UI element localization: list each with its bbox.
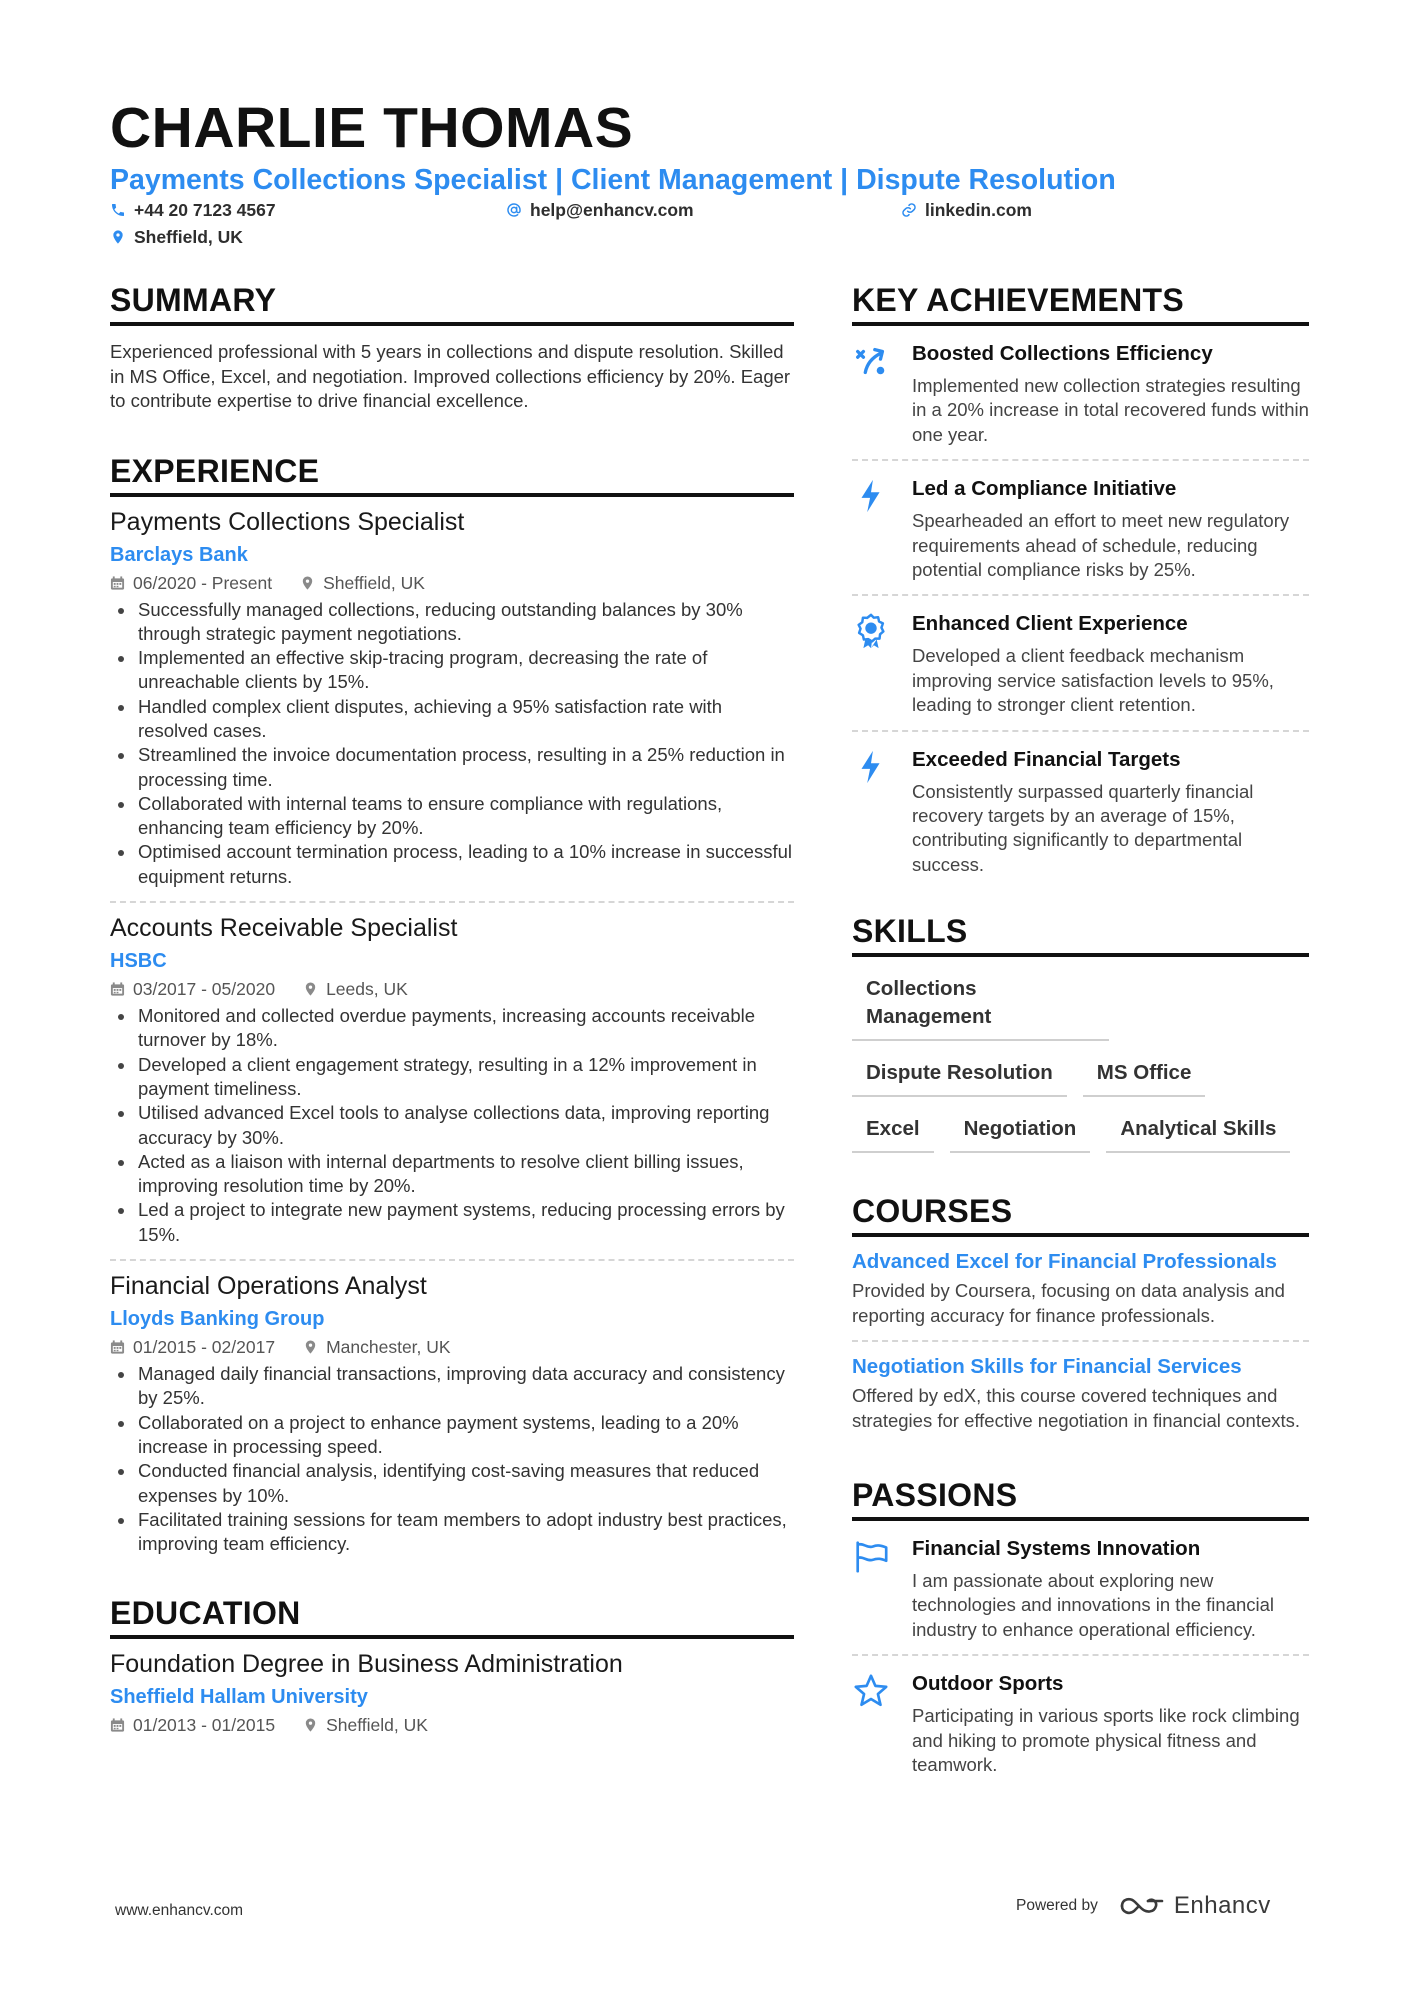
- job-title: Payments Collections Specialist: [110, 507, 465, 536]
- contact-location: [110, 226, 243, 248]
- job-bullet: Developed a client engagement strategy, resulting in a 12% improvement in payment timeliness.: [110, 1053, 794, 1102]
- passion-icon-wrap: [852, 1535, 912, 1642]
- location-pin-icon: [303, 981, 318, 997]
- course-title[interactable]: Negotiation Skills for Financial Services: [852, 1355, 1242, 1379]
- skill-tag: Excel: [852, 1111, 934, 1153]
- calendar-icon: [110, 981, 125, 997]
- company-name: HSBC: [110, 950, 167, 973]
- job-location: [300, 571, 425, 595]
- course-title[interactable]: Advanced Excel for Financial Professionals: [852, 1250, 1277, 1274]
- job-location-text: Leeds, UK: [326, 979, 408, 1000]
- job-meta: [110, 571, 794, 595]
- left-column: [110, 280, 794, 1749]
- passion-desc: Participating in various sports like rock climbing and hiking to promote physical fitness and teamwork.: [912, 1705, 1300, 1775]
- passion-body: [912, 1535, 1309, 1642]
- achievement-icon-wrap: [852, 475, 912, 582]
- job-dates: [110, 977, 275, 1001]
- education-meta: [110, 1713, 794, 1737]
- education-location-text: Sheffield, UK: [326, 1715, 428, 1736]
- school-name: Sheffield Hallam University: [110, 1686, 368, 1709]
- passion-item: [852, 1654, 1309, 1789]
- website-link: linkedin.com: [925, 200, 1032, 220]
- education-heading: EDUCATION: [110, 1593, 794, 1639]
- job-bullet: Utilised advanced Excel tools to analyse collections data, improving reporting accuracy by 30%.: [110, 1101, 794, 1150]
- job-meta: [110, 1335, 794, 1359]
- contact-phone: [110, 199, 276, 221]
- job-entry: [110, 497, 794, 902]
- skills-section: [852, 911, 1309, 1167]
- skills-list: [852, 971, 1309, 1167]
- achievement-desc: Developed a client feedback mechanism improving service satisfaction levels to 95%, leading to stronger client retention.: [912, 645, 1274, 716]
- education-dates-text: 01/2013 - 01/2015: [133, 1715, 276, 1736]
- contact-website[interactable]: [901, 199, 1032, 221]
- footer-branding: [1016, 1892, 1271, 1920]
- achievement-desc: Spearheaded an effort to meet new regulatory requirements ahead of schedule, reducing potential compliance risks by 25%.: [912, 510, 1290, 581]
- courses-section: [852, 1191, 1309, 1445]
- location-pin-icon: [303, 1339, 318, 1355]
- at-sign-icon: [506, 202, 522, 218]
- skill-tag: Negotiation: [950, 1111, 1091, 1153]
- skill-tag: Dispute Resolution: [852, 1055, 1067, 1097]
- award-badge-icon: [852, 612, 890, 650]
- achievement-body: [912, 340, 1309, 447]
- achievement-title: Led a Compliance Initiative: [912, 477, 1177, 501]
- achievement-body: [912, 610, 1309, 717]
- contact-email[interactable]: [506, 199, 694, 221]
- link-icon: [901, 202, 917, 218]
- job-bullets: [110, 1362, 794, 1556]
- summary-heading: SUMMARY: [110, 280, 794, 326]
- course-item: [852, 1340, 1309, 1445]
- passion-icon-wrap: [852, 1670, 912, 1777]
- achievement-icon-wrap: [852, 340, 912, 447]
- passion-title: Outdoor Sports: [912, 1672, 1064, 1696]
- location-text: Sheffield, UK: [134, 227, 243, 247]
- footer-website[interactable]: www.enhancv.com: [115, 1902, 244, 1919]
- achievements-section: [852, 280, 1309, 889]
- job-dates: [110, 571, 272, 595]
- achievement-item: [852, 326, 1309, 459]
- job-bullet: Collaborated with internal teams to ensure compliance with regulations, enhancing team efficiency by 20%.: [110, 792, 794, 841]
- brand-logo[interactable]: [1118, 1892, 1271, 1920]
- job-entry: [110, 901, 794, 1259]
- education-location: [303, 1713, 428, 1737]
- lightning-bolt-icon: [852, 477, 890, 515]
- passion-title: Financial Systems Innovation: [912, 1536, 1201, 1560]
- location-pin-icon: [303, 1717, 318, 1733]
- enhancv-logo-icon: [1118, 1893, 1164, 1919]
- course-desc: Provided by Coursera, focusing on data analysis and reporting accuracy for finance professionals.: [852, 1280, 1285, 1326]
- achievement-title: Enhanced Client Experience: [912, 612, 1188, 636]
- phone-icon: [110, 202, 126, 218]
- experience-section: [110, 451, 794, 1569]
- skill-tag: MS Office: [1083, 1055, 1206, 1097]
- job-location-text: Sheffield, UK: [323, 572, 425, 593]
- experience-heading: EXPERIENCE: [110, 451, 794, 497]
- job-bullet: Successfully managed collections, reducing outstanding balances by 30% through strategic payment negotiations.: [110, 598, 794, 647]
- email-address: help@enhancv.com: [530, 200, 694, 220]
- summary-text: Experienced professional with 5 years in collections and dispute resolution. Skilled in MS Office, Excel, and negotiation. Improved collections efficiency by 20%. Eager to contribute expertise to drive financial excellence.: [110, 341, 791, 411]
- job-title: Accounts Receivable Specialist: [110, 914, 458, 943]
- job-bullet: Monitored and collected overdue payments, increasing accounts receivable turnover by 18%.: [110, 1004, 794, 1053]
- job-bullet: Implemented an effective skip-tracing program, decreasing the rate of unreachable clients by 15%.: [110, 646, 794, 695]
- job-title: Financial Operations Analyst: [110, 1272, 427, 1301]
- summary-section: [110, 280, 794, 414]
- education-dates: [110, 1713, 275, 1737]
- phone-number: +44 20 7123 4567: [134, 200, 276, 220]
- star-icon: [852, 1672, 890, 1710]
- achievement-icon-wrap: [852, 746, 912, 878]
- calendar-icon: [110, 1339, 125, 1355]
- passion-body: [912, 1670, 1309, 1777]
- headline: Payments Collections Specialist | Client Management | Dispute Resolution: [110, 164, 1116, 196]
- job-location-text: Manchester, UK: [326, 1337, 451, 1358]
- skill-tag: Analytical Skills: [1106, 1111, 1290, 1153]
- achievement-icon-wrap: [852, 610, 912, 717]
- achievements-heading: KEY ACHIEVEMENTS: [852, 280, 1309, 326]
- job-bullet: Acted as a liaison with internal departments to resolve client billing issues, improving resolution time by 20%.: [110, 1150, 794, 1199]
- location-pin-icon: [300, 575, 315, 591]
- job-bullet: Conducted financial analysis, identifying cost-saving measures that reduced expenses by 10%.: [110, 1459, 794, 1508]
- achievement-body: [912, 475, 1309, 582]
- job-dates-text: 06/2020 - Present: [133, 572, 273, 593]
- job-bullet: Optimised account termination process, leading to a 10% increase in successful equipment returns.: [110, 840, 794, 889]
- powered-by-label: Powered by: [1016, 1897, 1098, 1914]
- job-dates-text: 03/2017 - 05/2020: [133, 979, 276, 1000]
- skills-heading: SKILLS: [852, 911, 1309, 957]
- job-meta: [110, 977, 794, 1001]
- courses-heading: COURSES: [852, 1191, 1309, 1237]
- job-bullets: [110, 1004, 794, 1247]
- job-dates-text: 01/2015 - 02/2017: [133, 1337, 276, 1358]
- education-entry: [110, 1639, 794, 1749]
- flag-icon: [852, 1537, 890, 1575]
- calendar-icon: [110, 1717, 125, 1733]
- passions-section: [852, 1475, 1309, 1789]
- job-location: [303, 1335, 451, 1359]
- job-bullet: Streamlined the invoice documentation process, resulting in a 25% reduction in processing time.: [110, 743, 794, 792]
- achievement-item: [852, 594, 1309, 729]
- company-name: Barclays Bank: [110, 543, 248, 566]
- course-desc: Offered by edX, this course covered techniques and strategies for effective negotiation in financial contexts.: [852, 1385, 1301, 1431]
- achievement-item: [852, 459, 1309, 594]
- passions-heading: PASSIONS: [852, 1475, 1309, 1521]
- right-column: [852, 280, 1309, 1789]
- achievement-desc: Consistently surpassed quarterly financial recovery targets by an average of 15%, contributing significantly to departmental success.: [912, 780, 1254, 875]
- company-name: Lloyds Banking Group: [110, 1308, 325, 1331]
- job-bullet: Led a project to integrate new payment systems, reducing processing errors by 15%.: [110, 1198, 794, 1247]
- growth-arrow-icon: [852, 342, 890, 380]
- calendar-icon: [110, 575, 125, 591]
- achievement-desc: Implemented new collection strategies resulting in a 20% increase in total recovered funds within one year.: [912, 375, 1309, 445]
- job-bullet: Handled complex client disputes, achieving a 95% satisfaction rate with resolved cases.: [110, 695, 794, 744]
- job-bullet: Collaborated on a project to enhance payment systems, leading to a 20% increase in processing speed.: [110, 1411, 794, 1460]
- passion-desc: I am passionate about exploring new technologies and innovations in the financial industry to enhance operational efficiency.: [912, 1569, 1275, 1640]
- job-entry: [110, 1259, 794, 1568]
- achievement-title: Exceeded Financial Targets: [912, 747, 1181, 771]
- brand-name: Enhancv: [1173, 1892, 1271, 1919]
- degree-title: Foundation Degree in Business Administration: [110, 1650, 623, 1679]
- achievement-item: [852, 730, 1309, 890]
- achievement-title: Boosted Collections Efficiency: [912, 342, 1213, 365]
- skill-tag: Collections Management: [852, 971, 1109, 1041]
- achievement-body: [912, 746, 1309, 878]
- passion-item: [852, 1521, 1309, 1654]
- location-pin-icon: [110, 229, 126, 245]
- job-bullets: [110, 598, 794, 890]
- job-bullet: Managed daily financial transactions, improving data accuracy and consistency by 25%.: [110, 1362, 794, 1411]
- lightning-bolt-icon: [852, 748, 890, 786]
- job-dates: [110, 1335, 275, 1359]
- candidate-name: CHARLIE THOMAS: [110, 96, 634, 160]
- education-section: [110, 1593, 794, 1749]
- job-bullet: Facilitated training sessions for team members to adopt industry best practices, improving team efficiency.: [110, 1508, 794, 1557]
- job-location: [303, 977, 408, 1001]
- course-item: [852, 1237, 1309, 1340]
